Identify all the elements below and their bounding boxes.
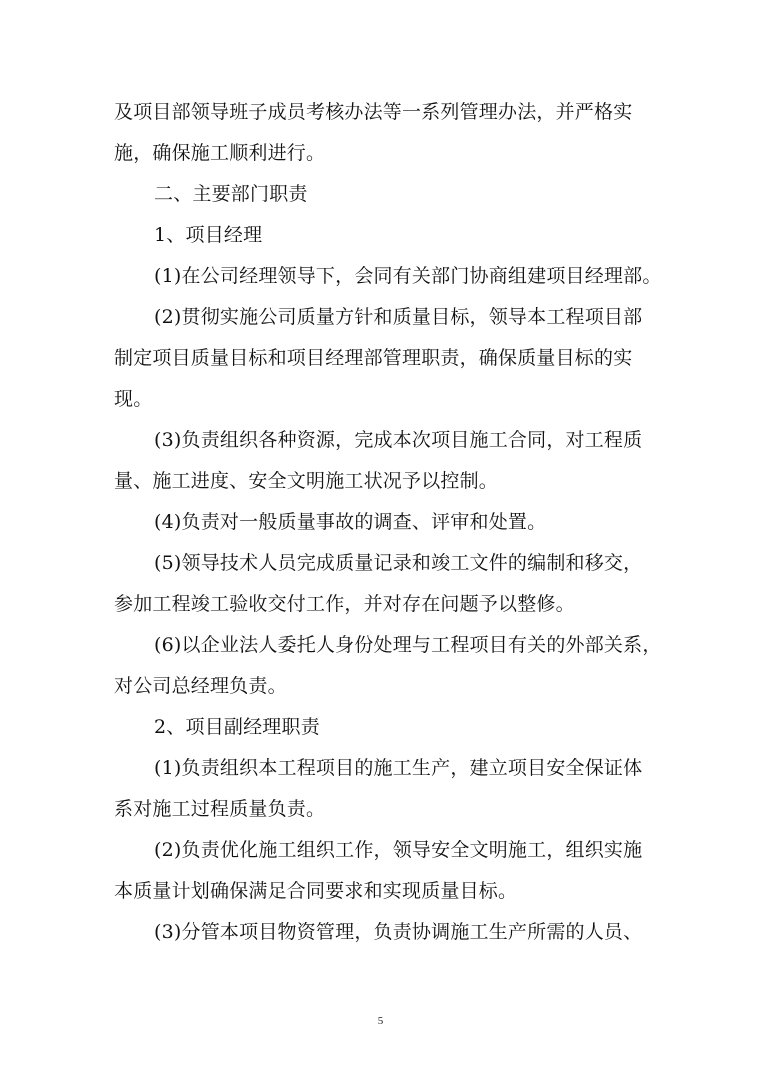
- text-line: 制定项目质量目标和项目经理部管理职责，确保质量目标的实: [114, 347, 633, 369]
- text-line: 现。: [114, 388, 153, 410]
- text-line: 量、施工进度、安全文明施工状况予以控制。: [114, 470, 499, 492]
- page-number: 5: [377, 1015, 384, 1027]
- text-line: (3)负责组织各种资源，完成本次项目施工合同，对工程质: [154, 429, 643, 451]
- subsection-heading: 2、项目副经理职责: [154, 716, 320, 738]
- text-line: (2)贯彻实施公司质量方针和质量目标，领导本工程项目部: [154, 306, 643, 328]
- text-line: 本质量计划确保满足合同要求和实现质量目标。: [114, 880, 518, 902]
- text-line: (1)负责组织本工程项目的施工生产，建立项目安全保证体: [154, 757, 643, 779]
- text-line: 及项目部领导班子成员考核办法等一系列管理办法，并严格实: [114, 101, 633, 123]
- text-line: 施，确保施工顺利进行。: [114, 142, 326, 164]
- text-line: 对公司总经理负责。: [114, 675, 287, 697]
- section-heading: 二、主要部门职责: [154, 183, 308, 205]
- subsection-heading: 1、项目经理: [154, 224, 263, 246]
- text-line: (4)负责对一般质量事故的调查、评审和处置。: [154, 511, 547, 533]
- text-line: (1)在公司经理领导下，会同有关部门协商组建项目经理部。: [154, 265, 662, 287]
- text-line: (6)以企业法人委托人身份处理与工程项目有关的外部关系，: [154, 634, 662, 656]
- document-body: [114, 92, 662, 953]
- text-line: 参加工程竣工验收交付工作，并对存在问题予以整修。: [114, 593, 575, 615]
- text-line: 系对施工过程质量负责。: [114, 798, 326, 820]
- text-line: (3)分管本项目物资管理，负责协调施工生产所需的人员、: [154, 921, 643, 943]
- text-line: (2)负责优化施工组织工作，领导安全文明施工，组织实施: [154, 839, 643, 861]
- text-line: (5)领导技术人员完成质量记录和竣工文件的编制和移交，: [154, 552, 643, 574]
